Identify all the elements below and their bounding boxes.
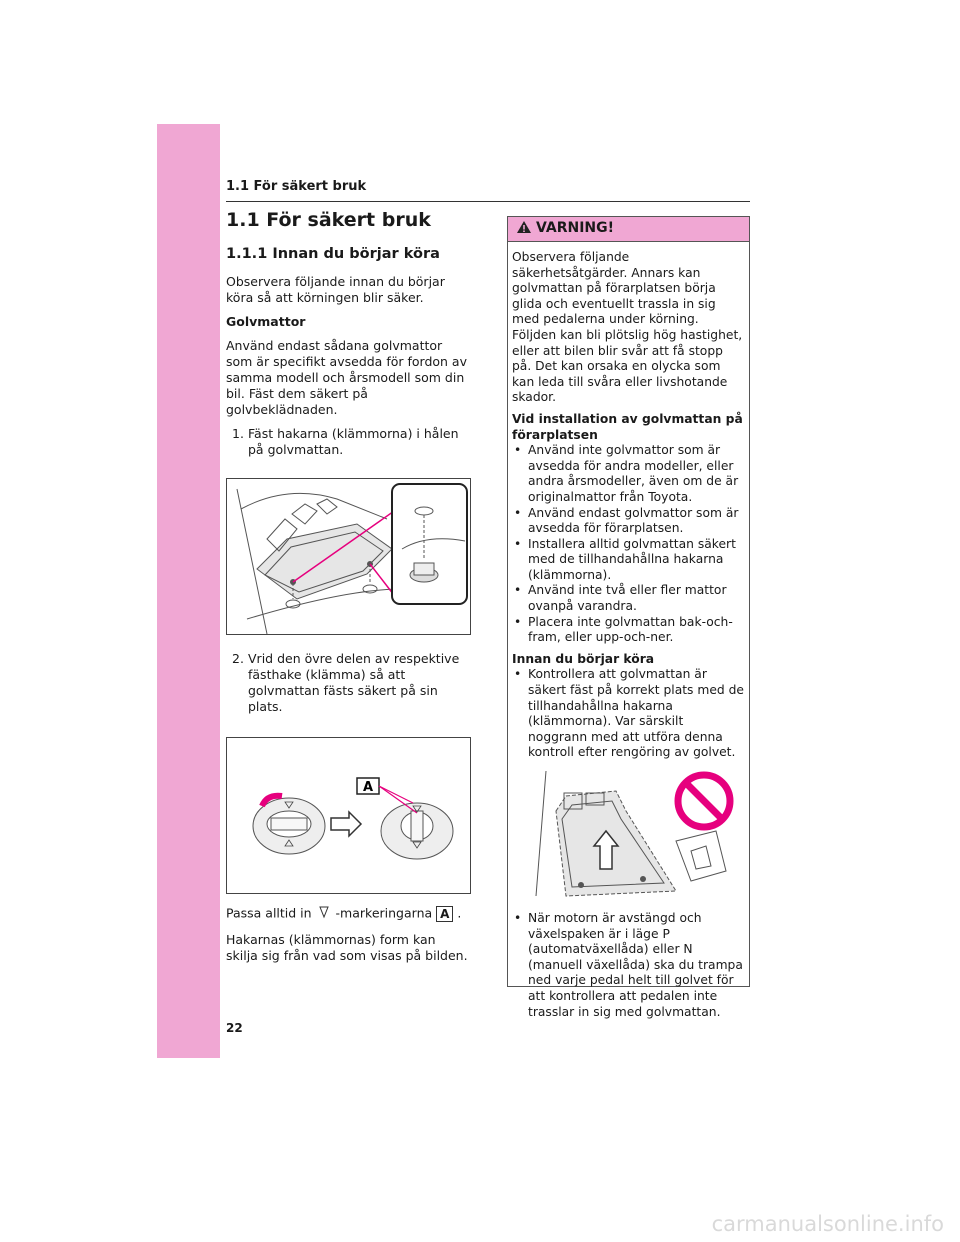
list-item: • Använd endast golvmattor som är avsedda för förarplatsen. [514, 505, 739, 536]
list-item: • Använd inte golvmattor som är avsedda för andra modeller, eller andra årsmodeller, även om de är originalmattor från Toyota. [514, 443, 739, 504]
list-item: • Installera alltid golvmattan säkert med de tillhandahållna hakarna (klämmorna). [514, 536, 736, 582]
align-end-text: . [457, 905, 462, 921]
align-pre-text: Passa alltid in [226, 905, 312, 921]
page-number: 22 [226, 1021, 243, 1035]
triangle-marker-icon [316, 904, 332, 924]
left-column [226, 208, 471, 972]
install-bullets [512, 443, 745, 646]
callout-a-badge: A [436, 906, 453, 922]
step-1-number: 1. [232, 426, 244, 441]
section-title: 1.1 För säkert bruk [226, 209, 431, 231]
shape-note: Hakarnas (klämmornas) form kan skilja sig från vad som visas på bilden. [226, 932, 468, 963]
running-header: 1.1 För säkert bruk [226, 179, 367, 194]
warning-section-before-driving: Innan du börjar köra [512, 651, 655, 666]
list-item: • Placera inte golvmattan bak-och-fram, eller upp-och-ner. [514, 614, 733, 645]
list-item: • Använd inte två eller fler mattor ovanpå varandra. [514, 583, 727, 614]
align-instruction [226, 904, 471, 924]
site-watermark: carmanualsonline.info [711, 1212, 944, 1236]
prohibited-mat-figure [526, 771, 741, 901]
list-item: • Kontrollera att golvmattan är säkert fäst på korrekt plats med de tillhandahållna hakarna (klämmorna). Var särskilt noggrann med att utföra denna kontroll efter rengöring av golvet. [514, 667, 744, 760]
prohibited-mat-illustration [526, 771, 741, 901]
list-item: • När motorn är avstängd och växelspaken är i läge P (automatväxellåda) eller N (manuell växellåda) ska du trampa ned varje pedal helt till golvet för att kontrollera att pedalen inte trasslar in sig med golvmattan. [514, 911, 743, 1019]
warning-title: VARNING! [536, 220, 615, 237]
warning-box [507, 216, 750, 1019]
warning-body [508, 242, 749, 1020]
step-2 [226, 651, 471, 715]
chapter-sidebar [157, 124, 220, 1058]
warning-triangle-icon [516, 220, 532, 239]
subsection-title: 1.1.1 Innan du börjar köra [226, 246, 440, 262]
callout-a-label: A [362, 780, 374, 795]
step-1-text: Fäst hakarna (klämmorna) i hålen på golvmattan. [248, 426, 459, 457]
step-2-number: 2. [232, 651, 244, 666]
floor-mat-illustration [227, 479, 470, 634]
intro-text: Observera följande innan du börjar köra så att körningen blir säker. [226, 274, 445, 305]
warning-header [508, 217, 749, 242]
header-rule [226, 201, 750, 202]
step-1 [226, 426, 471, 458]
step-2-text: Vrid den övre delen av respektive fästhake (klämma) så att golvmattan fästs säkert på sin plats. [248, 651, 460, 714]
warning-intro: Observera följande säkerhetsåtgärder. Annars kan golvmattan på förarplatsen börja glida och eventuellt trassla in sig med pedalerna under körning. Följden kan bli plötslig hög hastighet, eller att bilen blir svår att få stopp på. Det kan orsaka en olycka som kan leda till svåra eller livshotande skador. [512, 250, 743, 405]
hook-rotation-illustration [227, 738, 470, 893]
prohibited-icon [678, 775, 730, 827]
floor-mat-hooks-figure [226, 478, 471, 635]
floor-mats-heading: Golvmattor [226, 314, 306, 329]
hook-rotation-figure [226, 737, 471, 894]
floor-mats-text: Använd endast sådana golvmattor som är specifikt avsedda för fordon av samma modell och årsmodell som din bil. Fäst dem säkert på golvbeklädnaden. [226, 338, 467, 417]
warning-section-install: Vid installation av golvmattan på förarplatsen [512, 411, 743, 442]
align-post-text: -markeringarna [335, 905, 433, 921]
